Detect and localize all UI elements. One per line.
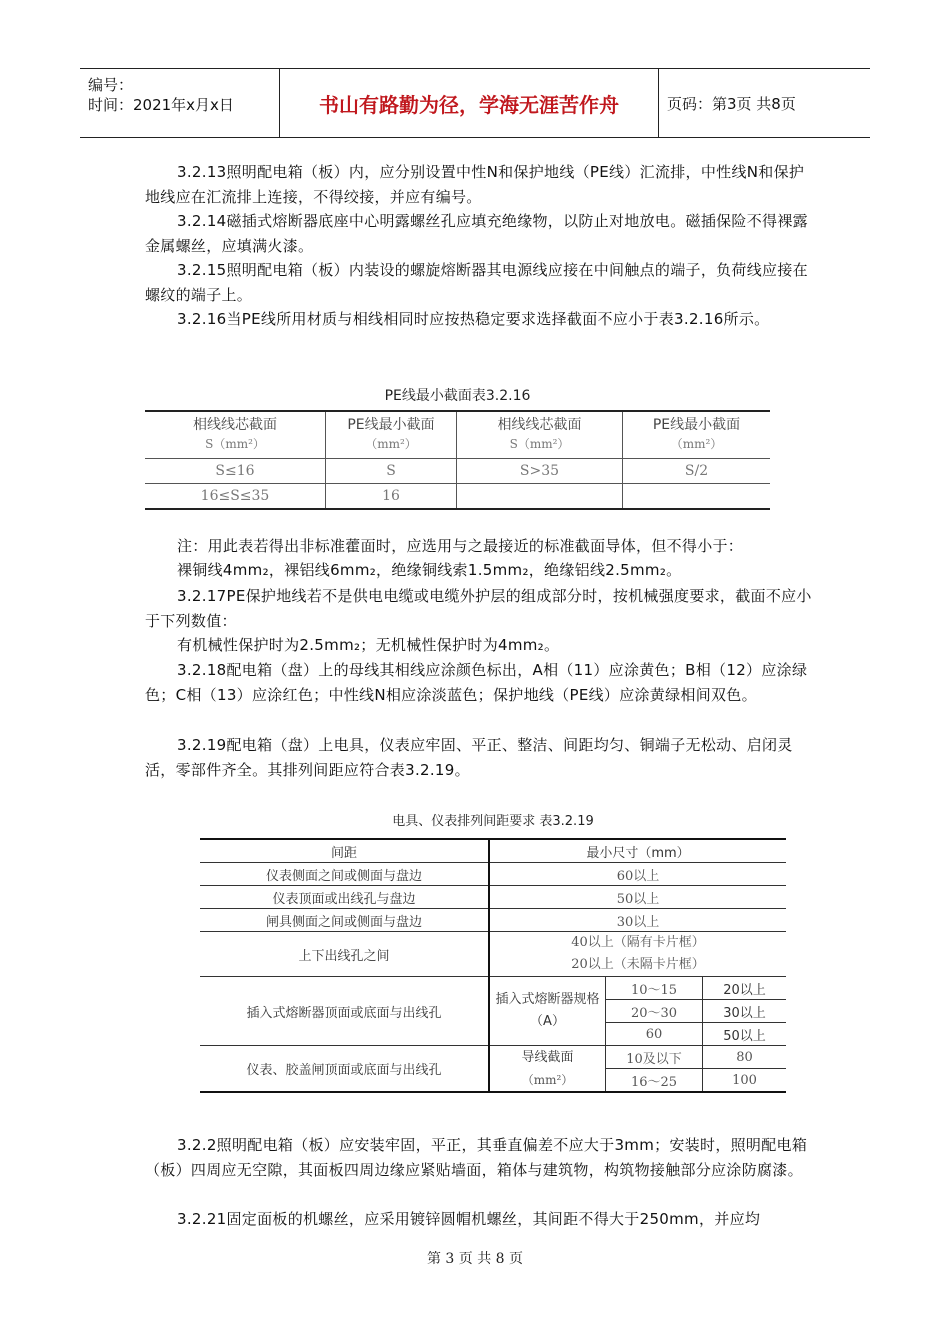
- table-cell: 插入式熔断器规格（A）: [489, 977, 606, 1046]
- paragraph-3-2-14: 3.2.14磁插式熔断器底座中心明露螺丝孔应填充绝缘物，以防止对地放电。磁插保险不得裸露金属螺丝，应填满火漆。: [145, 212, 808, 255]
- table-header-cell: 相线线芯截面 S（mm²）: [457, 411, 623, 459]
- table-cell: 16: [326, 484, 457, 510]
- number-label: 编号：: [88, 76, 134, 94]
- header-page-label: 页码：第3页 共8页: [667, 94, 796, 113]
- page-header: [80, 68, 870, 138]
- table-row: [200, 886, 786, 909]
- table-cell: 50以上: [489, 886, 786, 909]
- table-3-2-16-caption: PE线最小截面表3.2.16: [384, 388, 531, 404]
- table-cell: 上下出线孔之间: [200, 932, 489, 977]
- table-cell: 导线截面 （mm²）: [489, 1046, 606, 1093]
- table-3-2-19: [200, 838, 786, 1093]
- table-cell: 仪表顶面或出线孔与盘边: [200, 886, 489, 909]
- table-row: [200, 909, 786, 932]
- table-cell: 100: [703, 1069, 787, 1093]
- paragraph-3-2-2: 3.2.2照明配电箱（板）应安装牢固，平正，其垂直偏差不应大于3mm；安装时，照明配电箱（板）四周应无空隙，其面板四周边缘应紧贴墙面，箱体与建筑物，构筑物接触部分应涂防腐漆。: [145, 1136, 808, 1179]
- table-cell: 50以上: [703, 1023, 787, 1046]
- paragraph-3-2-17-values: 有机械性保护时为2.5mm₂；无机械性保护时为4mm₂。: [177, 636, 560, 654]
- table-cell: 16≤S≤35: [145, 484, 326, 510]
- table-header-cell: PE线最小截面 （mm²）: [326, 411, 457, 459]
- paragraph-3-2-16: 3.2.16当PE线所用材质与相线相同时应按热稳定要求选择截面不应小于表3.2.16所示。: [177, 310, 770, 328]
- table-cell: 30以上: [703, 1000, 787, 1023]
- paragraph-3-2-13: 3.2.13照明配电箱（板）内，应分别设置中性N和保护地线（PE线）汇流排，中性线N和保护地线应在汇流排上连接，不得绞接，并应有编号。: [145, 163, 805, 206]
- header-meta: [80, 69, 280, 137]
- table-cell: S/2: [623, 459, 771, 484]
- table-note-line-1: 注：用此表若得出非标准藿面时，应选用与之最接近的标准截面导体，但不得小于：: [177, 537, 744, 555]
- table-cell: S: [326, 459, 457, 484]
- table-row: [200, 1046, 786, 1069]
- paragraph-3-2-15: 3.2.15照明配电箱（板）内装设的螺旋熔断器其电源线应接在中间触点的端子，负荷线应接在螺纹的端子上。: [145, 261, 808, 304]
- paragraph-3-2-19: 3.2.19配电箱（盘）上电具，仪表应牢固、平正、整洁、间距均匀、铜端子无松动、启闭灵活，零部件齐全。其排列间距应符合表3.2.19。: [145, 736, 793, 779]
- table-header-cell: 相线线芯截面 S（mm²）: [145, 411, 326, 459]
- table-cell: 10～15: [606, 977, 703, 1000]
- table-cell: S≤16: [145, 459, 326, 484]
- paragraph-3-2-21: 3.2.21固定面板的机螺丝，应采用镀锌圆帽机螺丝，其间距不得大于250mm，并应均: [177, 1210, 761, 1228]
- page-footer: 第 3 页 共 8 页: [426, 1251, 524, 1267]
- paragraph-3-2-17: 3.2.17PE保护地线若不是供电电缆或电缆外护层的组成部分时，按机械强度要求，截面不应小于下列数值：: [145, 587, 812, 630]
- table-3-2-16: [145, 410, 770, 510]
- table-header-row: [145, 411, 770, 459]
- table-header-cell: 最小尺寸（mm）: [489, 839, 786, 863]
- table-cell: 闸具侧面之间或侧面与盘边: [200, 909, 489, 932]
- table-cell: [623, 484, 771, 510]
- table-cell: 30以上: [489, 909, 786, 932]
- table-cell: 20以上: [703, 977, 787, 1000]
- time-label: 时间：2021年x月x日: [88, 96, 234, 114]
- table-row: [145, 484, 770, 510]
- table-cell: 60以上: [489, 863, 786, 886]
- table-row: [200, 863, 786, 886]
- header-motto: 书山有路勤为径，学海无涯苦作舟: [280, 69, 659, 137]
- table-header-cell: 间距: [200, 839, 489, 863]
- table-header-cell: PE线最小截面 （mm²）: [623, 411, 771, 459]
- paragraph-3-2-18: 3.2.18配电箱（盘）上的母线其相线应涂颜色标出，A相（11）应涂黄色；B相（12）应涂绿色；C相（13）应涂红色；中性线N相应涂淡蓝色；保护地线（PE线）应涂黄绿相间双色。: [145, 661, 808, 704]
- table-cell: 16～25: [606, 1069, 703, 1093]
- table-cell: 60: [606, 1023, 703, 1046]
- table-cell: S>35: [457, 459, 623, 484]
- table-note-line-2: 裸铜线4mm₂，裸铝线6mm₂，绝缘铜线索1.5mm₂，绝缘铝线2.5mm₂。: [177, 561, 682, 579]
- table-row: [145, 459, 770, 484]
- table-cell: 插入式熔断器顶面或底面与出线孔: [200, 977, 489, 1046]
- table-header-row: [200, 839, 786, 863]
- table-cell: 20～30: [606, 1000, 703, 1023]
- table-cell: 仪表、胶盖闸顶面或底面与出线孔: [200, 1046, 489, 1093]
- table-cell: 40以上（隔有卡片框） 20以上（未隔卡片框）: [489, 932, 786, 977]
- table-cell: 80: [703, 1046, 787, 1069]
- table-row: [200, 932, 786, 977]
- table-cell: 10及以下: [606, 1046, 703, 1069]
- table-cell: [457, 484, 623, 510]
- table-3-2-19-caption: 电具、仪表排列间距要求 表3.2.19: [392, 814, 594, 829]
- table-row: [200, 977, 786, 1000]
- table-cell: 仪表侧面之间或侧面与盘边: [200, 863, 489, 886]
